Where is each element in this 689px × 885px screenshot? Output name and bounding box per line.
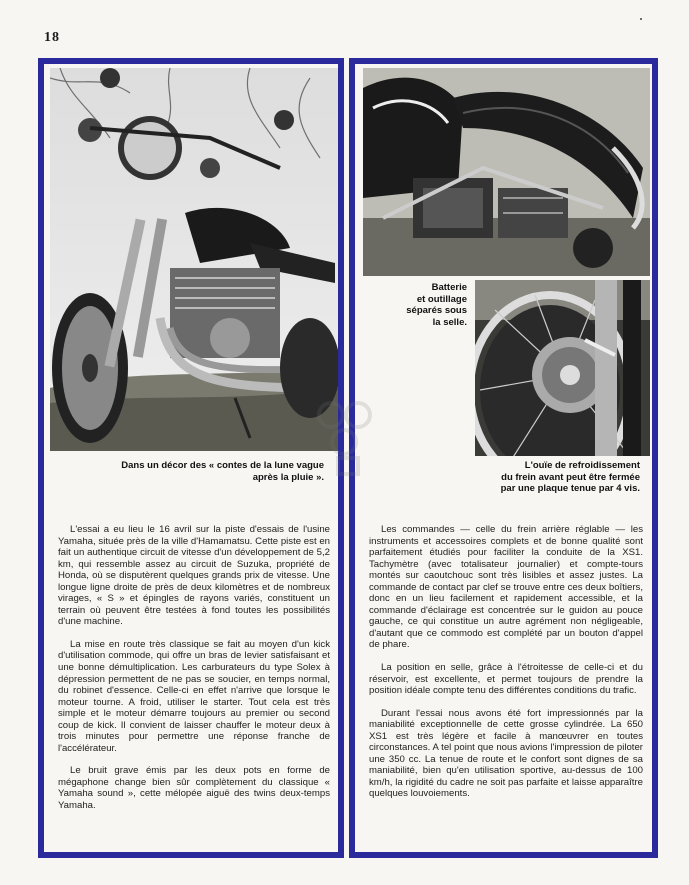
left-article-frame xyxy=(38,58,344,858)
left-body-column xyxy=(58,524,330,823)
brake-caption xyxy=(501,460,640,495)
caption-line: Batterie xyxy=(431,282,467,293)
caption-line: et outillage xyxy=(416,293,467,305)
print-speck xyxy=(640,18,642,20)
right-article-frame xyxy=(349,58,658,858)
left-photo-caption xyxy=(121,460,324,483)
right-body-column xyxy=(369,524,643,811)
motorcycle-front-photo xyxy=(50,68,338,451)
battery-under-seat-photo xyxy=(363,68,650,276)
battery-caption xyxy=(361,282,467,328)
caption-line: la selle. xyxy=(432,316,467,328)
page-number: 18 xyxy=(44,30,60,45)
paragraph: La mise en route très classique se fait au moyen d'un kick d'utilisation commode, qui offre un bras de levier satisfaisant et une bonne démultiplication. Les carburateurs du type Solex à dépression permettent de ne pas se soucier, en temps normal, du robinet d'essence. Celle-ci en effet n'arrive que lorsque le moteur tourne. A froid, utiliser le starter. Tout cela est très simple et le moteur démarre toujours au premier ou second coup de kick. Il convient de laisser chauffer le moteur deux à trois minutes pour permettre une réponse franche de l'accélérateur. xyxy=(58,638,330,754)
caption-line: séparés sous xyxy=(406,305,467,316)
paragraph: Durant l'essai nous avons été fort impressionnés par la maniabilité exceptionnelle de cette grosse cylindrée. La 650 XS1 est très légère et facile à manœuvrer en toutes circonstances. A tel point que nous avions l'impression de piloter une 350 cc. La tenue de route et le confort sont dignes de sa maniabilité, bien qu'en utilisation sportive, au-dessus de 100 km/h, la rigidité du cadre ne soit pas parfaite et laisse apparaître quelques louvoiements. xyxy=(369,707,643,800)
paragraph: Les commandes — celle du frein arrière réglable — les instruments et accessoires complets et de bonne qualité sont parfaitement étudiés pour faciliter la conduite de la XS1. Tachymètre (avec totalisateur journalier) et compte-tours montés sur caoutchouc sont très lisibles et assez justes. La commande de contact par clef se trouve entre ces deux boîtiers, donc en un lieu facilement et rapidement accessible, et la commande d'éclairage est concentrée sur le guidon au pouce gauche, ce qui constitue un autre agrément non négligeable, d'autant que ce commodo est complété par un bouton d'appel de phare. xyxy=(369,524,643,651)
caption-line: par une plaque tenue par 4 vis. xyxy=(500,483,640,494)
caption-line: après la pluie ». xyxy=(252,471,324,483)
paragraph: Le bruit grave émis par les deux pots en forme de mégaphone change bien sûr complètement du classique « Yamaha sound », cette mélopée aiguë des twins deux-temps Yamaha. xyxy=(58,765,330,812)
paragraph: L'essai a eu lieu le 16 avril sur la piste d'essais de l'usine Yamaha, située près de la ville d'Hamamatsu. Cette piste est en fait un authentique circuit de vitesse d'un développement de 5,2 km, qui ressemble assez au circuit de Suzuka, propriété de Honda, où se disputèrent quelques grands prix de vitesse. Une longue ligne droite de près de deux kilomètres et de nombreux virages, « S » et épingles de rayons variés, constituent un terrain où peuvent être testées à fond toutes les possibilités d'une machine. xyxy=(58,524,330,628)
paragraph: La position en selle, grâce à l'étroitesse de celle-ci et du réservoir, est excellente, et permet toujours de prendre la position idéale compte tenu des différentes conditions du trafic. xyxy=(369,662,643,697)
caption-line: du frein avant peut être fermée xyxy=(501,471,640,483)
caption-line: Dans un décor des « contes de la lune vague xyxy=(121,460,324,471)
watermark-graphic xyxy=(316,400,376,485)
caption-line: L'ouïe de refroidissement xyxy=(524,460,640,471)
front-brake-photo xyxy=(475,280,650,456)
